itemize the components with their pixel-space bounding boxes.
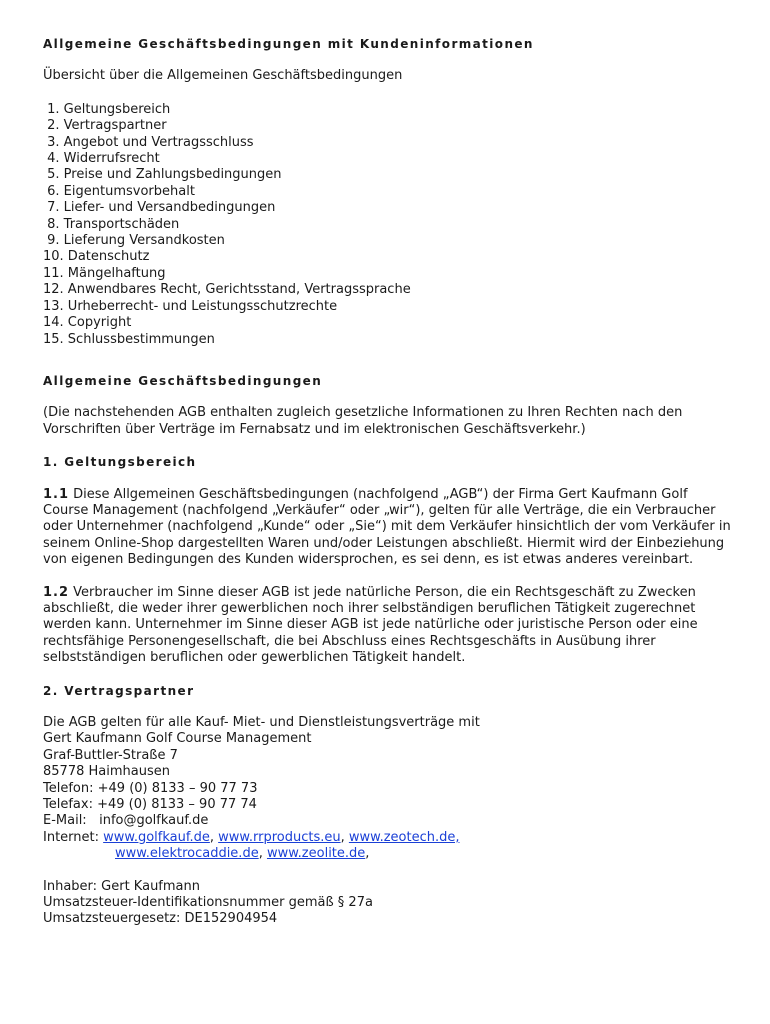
document-title: Allgemeine Geschäftsbedingungen mit Kundeninformationen: [43, 37, 534, 51]
link-separator: ,: [365, 846, 370, 862]
toc-item: 10. Datenschutz: [43, 249, 150, 265]
link-separator: ,: [209, 829, 219, 845]
agb-intro: (Die nachstehenden AGB enthalten zugleich gesetzliche Informationen zu Ihren Rechten nach den Vorschriften über Verträge im Fernabsatz und im elektronischen Geschäftsverkehr.): [43, 405, 683, 437]
toc-item: 9. Lieferung Versandkosten: [43, 233, 225, 249]
spacer: [43, 863, 733, 879]
link-separator: ,: [340, 829, 349, 845]
paragraph-number: 1.1: [43, 486, 70, 502]
section-2-title: 2. Vertragspartner: [43, 683, 195, 698]
toc-item: 13. Urheberrecht- und Leistungsschutzrechte: [43, 298, 338, 314]
toc-item: 12. Anwendbares Recht, Gerichtsstand, Vertragssprache: [43, 282, 411, 298]
contact-block: [43, 715, 733, 928]
phone: Telefon: +49 (0) 8133 – 90 77 73: [43, 780, 258, 796]
internet-line: [43, 830, 733, 846]
toc-item: 14. Copyright: [43, 315, 132, 331]
vat-line-2: Umsatzsteuergesetz: DE152904954: [43, 911, 278, 927]
toc-item: 11. Mängelhaftung: [43, 265, 166, 281]
section-1-title: 1. Geltungsbereich: [43, 455, 197, 470]
contact-line: Die AGB gelten für alle Kauf- Miet- und Dienstleistungsverträge mit: [43, 715, 480, 730]
document-page: [43, 36, 733, 928]
link-rrproducts[interactable]: www.rrproducts.eu: [218, 829, 341, 845]
agb-heading: Allgemeine Geschäftsbedingungen: [43, 373, 323, 388]
fax: Telefax: +49 (0) 8133 – 90 77 74: [43, 797, 257, 813]
toc-item: 2. Vertragspartner: [43, 118, 167, 134]
paragraph-text: Verbraucher im Sinne dieser AGB ist jede natürliche Person, die ein Rechtsgeschäft zu Zwecken abschließt, die weder ihrer gewerblichen noch ihrer selbständigen beruflichen Tätigkeit zugerechnet werden kann. Unternehmer im Sinne dieser AGB ist jede natürliche oder juristische Person oder eine rechtsfähige Personengesellschaft, die bei Abschluss eines Rechtsgeschäfts in Ausübung ihrer selbstständigen beruflichen oder gewerblichen Tätigkeit handelt.: [43, 584, 698, 666]
link-zeotech[interactable]: www.zeotech.de,: [348, 829, 460, 845]
toc-item: 5. Preise und Zahlungsbedingungen: [43, 167, 282, 183]
internet-line-2: [43, 846, 733, 862]
link-separator: ,: [258, 846, 267, 862]
paragraph-number: 1.2: [43, 584, 70, 600]
street-address: Graf-Buttler-Straße 7: [43, 747, 178, 763]
link-zeolite[interactable]: www.zeolite.de: [266, 846, 366, 862]
toc-item: 15. Schlussbestimmungen: [43, 331, 215, 347]
toc-item: 1. Geltungsbereich: [43, 101, 171, 117]
vat-line-1: Umsatzsteuer-Identifikationsnummer gemäß § 27a: [43, 895, 373, 911]
email: E-Mail: info@golfkauf.de: [43, 813, 209, 829]
paragraph-1-1: [43, 487, 733, 569]
toc-item: 3. Angebot und Vertragsschluss: [43, 134, 254, 150]
owner: Inhaber: Gert Kaufmann: [43, 878, 200, 894]
company-name: Gert Kaufmann Golf Course Management: [43, 731, 312, 747]
toc-item: 4. Widerrufsrecht: [43, 151, 160, 167]
overview-heading: Übersicht über die Allgemeinen Geschäftsbedingungen: [43, 68, 403, 84]
link-elektrocaddie[interactable]: www.elektrocaddie.de: [115, 846, 259, 862]
link-golfkauf[interactable]: www.golfkauf.de: [103, 829, 210, 845]
toc-item: 6. Eigentumsvorbehalt: [43, 183, 195, 199]
paragraph-text: Diese Allgemeinen Geschäftsbedingungen (nachfolgend „AGB“) der Firma Gert Kaufmann Golf Course Management (nachfolgend „Verkäufer“ oder „wir“), gelten für alle Verträge, die ein Verbraucher oder Unternehmer (nachfolgend „Kunde“ oder „Sie“) mit dem Verkäufer hinsichtlich der vom Verkäufer in seinem Online-Shop dargestellten Waren und/oder Leistungen abschließt. Hiermit wird der Einbeziehung von eigenen Bedingungen des Kunden widersprochen, es sei denn, es ist etwas anderes vereinbart.: [43, 486, 731, 568]
table-of-contents: [43, 102, 733, 348]
toc-item: 8. Transportschäden: [43, 216, 180, 232]
toc-item: 7. Liefer- und Versandbedingungen: [43, 200, 276, 216]
paragraph-1-2: [43, 585, 733, 667]
internet-label: Internet:: [43, 829, 104, 845]
postal-city: 85778 Haimhausen: [43, 764, 170, 780]
